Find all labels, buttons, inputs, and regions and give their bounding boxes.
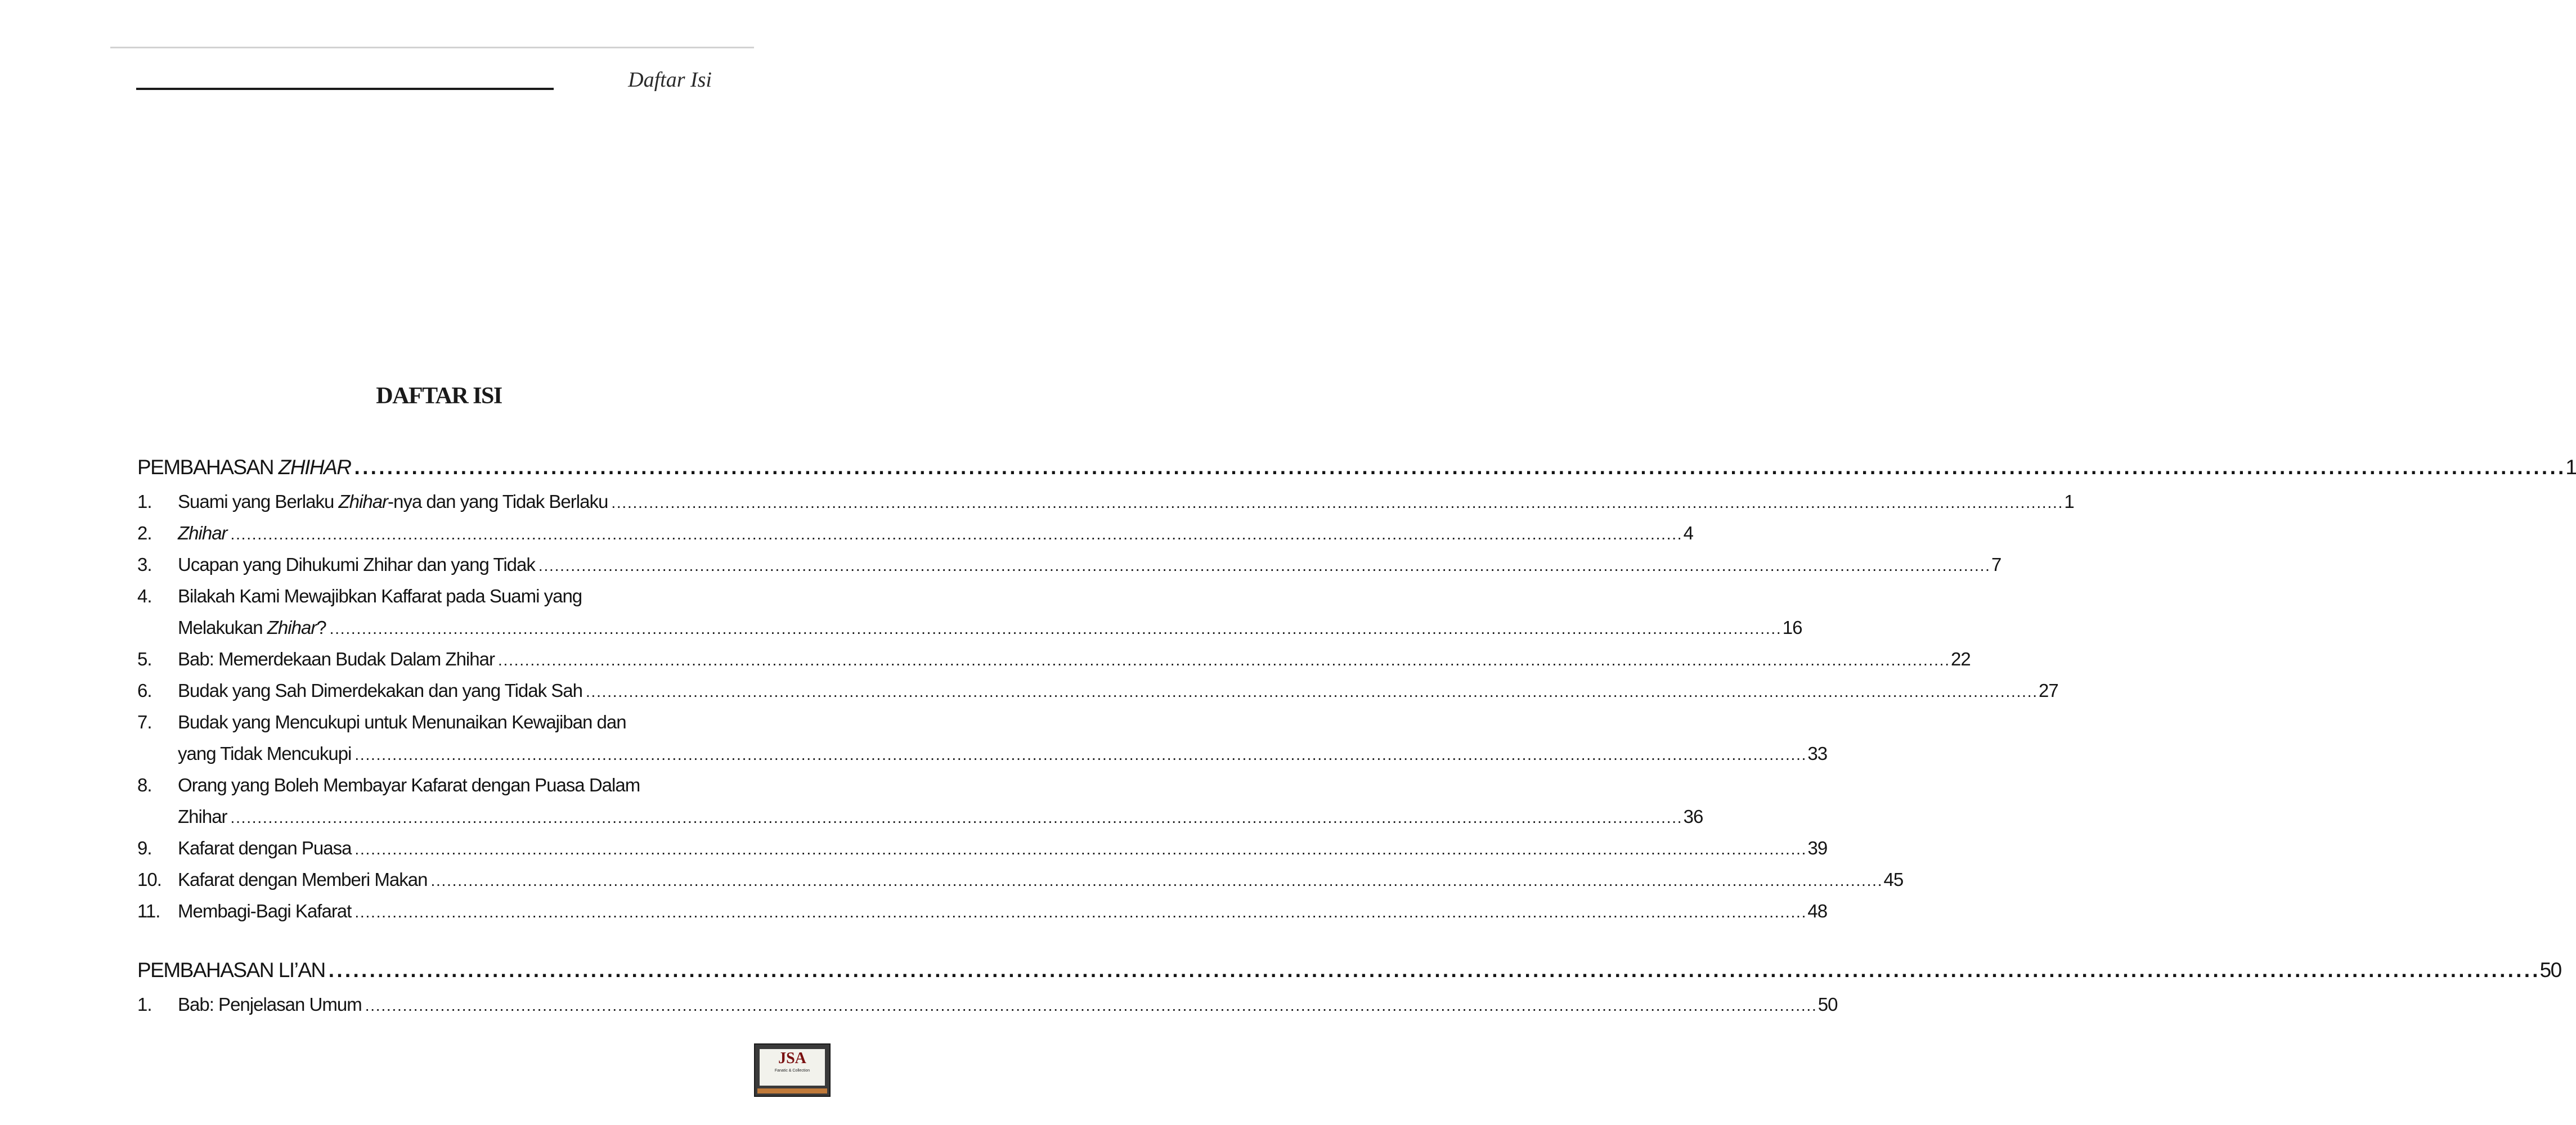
entry-title <box>178 486 608 518</box>
toc-section-zhihar <box>137 450 2576 927</box>
entry-title-text: yang Tidak Mencukupi <box>178 743 352 764</box>
entry-title-line-1: Bilakah Kami Mewajibkan Kaffarat pada Suami yang <box>178 586 582 606</box>
running-head: Daftar Isi <box>628 68 712 92</box>
entry-number: 1. <box>137 491 152 512</box>
section-page-number: 50 <box>2539 958 2561 982</box>
entry-number: 5. <box>137 649 152 669</box>
entry-number: 7. <box>137 712 152 732</box>
entry-number: 9. <box>137 838 152 858</box>
entry-number: 1. <box>137 994 152 1015</box>
section-title-italic: ZHIHAR <box>278 456 351 479</box>
entry-number: 2. <box>137 523 152 543</box>
toc-section-lian <box>137 953 2561 1020</box>
publisher-logo <box>754 1043 831 1097</box>
toc-entry[interactable] <box>137 896 1828 927</box>
entry-title-text: Bab: Penjelasan Umum <box>178 994 362 1015</box>
leader-dots <box>586 676 2035 708</box>
entry-number: 6. <box>137 680 152 701</box>
entry-page-number: 4 <box>1683 523 1693 543</box>
logo-tagline: Fanatic & Collection <box>774 1069 810 1073</box>
leader-dots <box>430 865 1880 897</box>
entry-title-suffix: ? <box>316 617 326 638</box>
entry-title-text: Ucapan yang Dihukumi Zhihar dan yang Tidak <box>178 554 535 575</box>
entry-page-number: 1 <box>2064 491 2074 512</box>
entry-title <box>178 518 227 549</box>
toc-entry[interactable] <box>137 644 1971 675</box>
page-title: DAFTAR ISI <box>376 383 502 409</box>
logo-keyboard-base <box>757 1088 827 1094</box>
entry-page-number: 27 <box>2039 680 2058 701</box>
entry-title-suffix: -nya dan yang Tidak Berlaku <box>388 491 608 512</box>
section-title <box>137 953 325 988</box>
logo-screen <box>760 1049 825 1086</box>
entry-page-number: 7 <box>1991 554 2001 575</box>
entry-title-line-1: Orang yang Boleh Membayar Kafarat dengan Puasa Dalam <box>178 775 640 795</box>
leader-dots <box>498 645 1947 676</box>
entry-title <box>178 738 351 770</box>
top-border-line <box>110 47 754 48</box>
entry-title-text: Bab: Memerdekaan Budak Dalam Zhihar <box>178 649 495 669</box>
entry-title-text: Zhihar <box>178 806 227 827</box>
entry-title <box>178 675 582 706</box>
entry-title-line-1: Budak yang Mencukupi untuk Menunaikan Kewajiban dan <box>178 712 626 732</box>
entry-title <box>178 896 351 927</box>
section-page-number: 1 <box>2565 456 2576 479</box>
entry-title <box>178 644 495 675</box>
toc-entry[interactable] <box>137 989 1838 1020</box>
entry-number: 8. <box>137 775 152 795</box>
entry-title <box>178 989 362 1020</box>
entry-page-number: 48 <box>1807 901 1828 921</box>
toc-entry[interactable] <box>137 770 1703 832</box>
leader-dots <box>365 990 1815 1022</box>
entry-title-italic: Zhihar <box>338 491 388 512</box>
leader-dots <box>354 897 1804 928</box>
section-title-text: PEMBAHASAN <box>137 456 279 479</box>
entry-number: 3. <box>137 554 152 575</box>
entry-title-text: Kafarat dengan Puasa <box>178 838 352 858</box>
leader-dots <box>354 834 1804 865</box>
leader-dots <box>354 739 1804 771</box>
running-head-rule <box>136 88 554 90</box>
entry-title-text: Melakukan <box>178 617 267 638</box>
entry-page-number: 45 <box>1883 869 1904 890</box>
entry-title-text: Suami yang Berlaku <box>178 491 339 512</box>
entry-title-text: Kafarat dengan Memberi Makan <box>178 869 428 890</box>
toc-entry[interactable] <box>137 675 2058 706</box>
leader-dots <box>231 802 1680 834</box>
entry-title <box>178 801 227 832</box>
entry-number: 11. <box>137 901 160 921</box>
leader-dots <box>329 953 2537 988</box>
toc-entry[interactable] <box>137 518 1693 549</box>
logo-mark: JSA <box>778 1050 806 1067</box>
table-of-contents <box>137 450 2576 1046</box>
leader-dots <box>538 550 1988 582</box>
toc-entry[interactable] <box>137 486 2074 518</box>
entry-page-number: 33 <box>1807 743 1828 764</box>
leader-dots <box>354 450 2562 485</box>
entry-page-number: 16 <box>1782 617 1802 638</box>
leader-dots <box>611 487 2061 519</box>
entry-title <box>178 864 427 896</box>
entry-title <box>178 832 351 864</box>
toc-entry[interactable] <box>137 706 1828 770</box>
toc-entry[interactable] <box>137 864 1904 896</box>
entry-title-italic: Zhihar <box>178 523 227 543</box>
entry-title <box>178 612 326 644</box>
leader-dots <box>231 519 1680 550</box>
entry-page-number: 39 <box>1807 838 1828 858</box>
entry-page-number: 22 <box>1951 649 1971 669</box>
section-title-text: PEMBAHASAN LI’AN <box>137 958 325 982</box>
entry-title-text: Budak yang Sah Dimerdekakan dan yang Tidak Sah <box>178 680 582 701</box>
entry-number: 4. <box>137 586 152 606</box>
entry-number: 10. <box>137 869 161 890</box>
toc-entry[interactable] <box>137 832 1828 864</box>
entry-page-number: 50 <box>1817 994 1838 1015</box>
entry-title <box>178 549 535 580</box>
section-title <box>137 450 351 485</box>
toc-entry[interactable] <box>137 580 1802 644</box>
entry-title-italic: Zhihar <box>267 617 317 638</box>
entry-title-text: Membagi-Bagi Kafarat <box>178 901 352 921</box>
section-heading[interactable] <box>137 953 2561 988</box>
section-heading[interactable] <box>137 450 2576 485</box>
leader-dots <box>330 613 1779 645</box>
entry-page-number: 36 <box>1683 806 1703 827</box>
toc-entry[interactable] <box>137 549 2001 580</box>
